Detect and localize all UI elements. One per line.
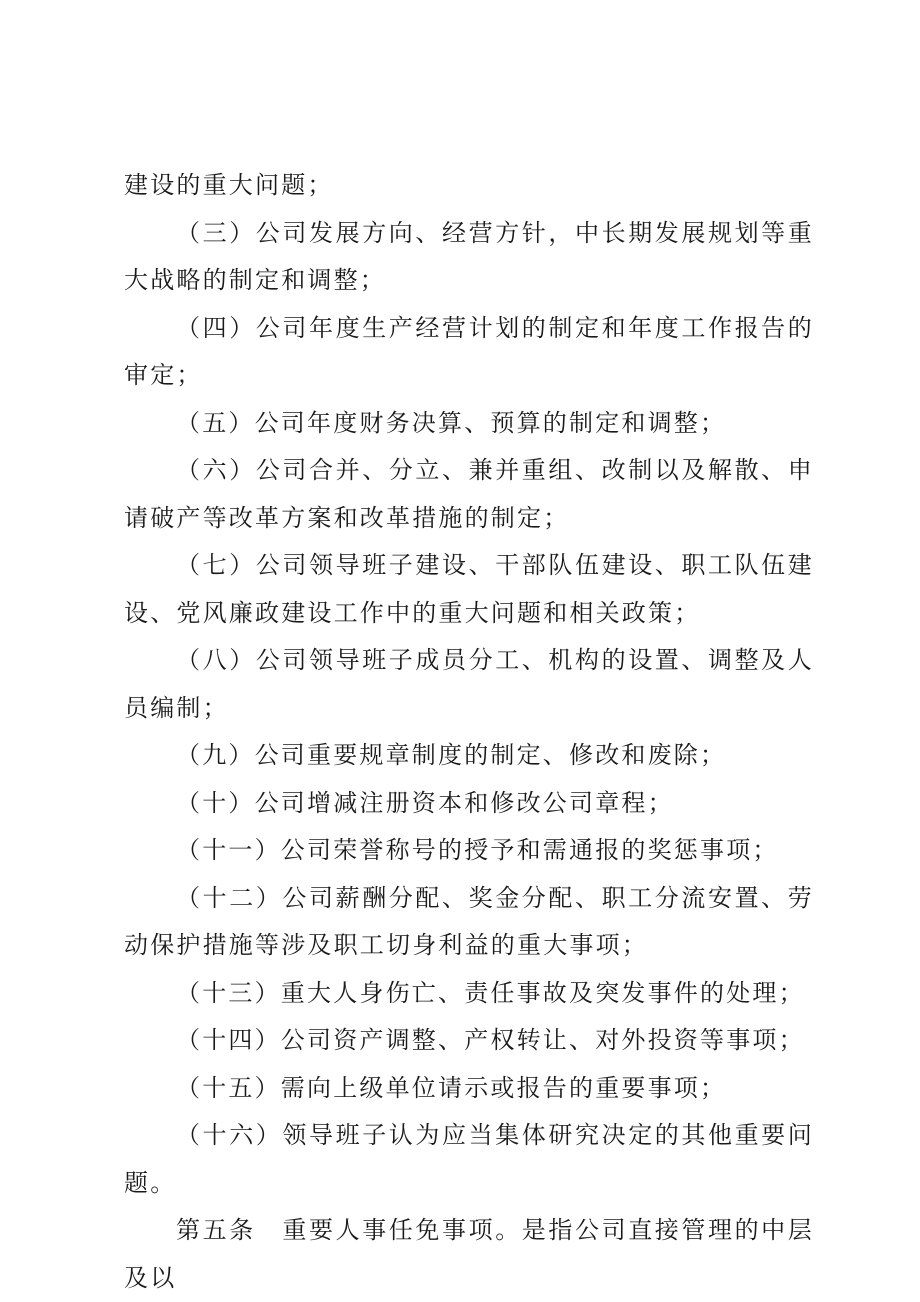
paragraph-item-10: （十）公司增减注册资本和修改公司章程； xyxy=(176,788,674,817)
paragraph-item-3: （三）公司发展方向、经营方针，中长期发展规划等重大战略的制定和调整； xyxy=(124,218,814,294)
paragraph-item-6: （六）公司合并、分立、兼并重组、改制以及解散、申请破产等改革方案和改革措施的制定； xyxy=(124,456,814,532)
paragraph-item-11: （十一）公司荣誉称号的授予和需通报的奖惩事项； xyxy=(176,836,779,864)
paragraph-item-13: （十三）重大人身伤亡、责任事故及突发事件的处理； xyxy=(176,978,805,1007)
paragraph-item-15: （十五）需向上级单位请示或报告的重要事项； xyxy=(176,1073,727,1102)
article-5-paragraph: 第五条 重要人事任免事项。是指公司直接管理的中层及以 xyxy=(124,1216,814,1292)
paragraph-1: 建设的重大问题； xyxy=(124,171,334,199)
paragraph-item-12: （十二）公司薪酬分配、奖金分配、职工分流安置、劳动保护措施等涉及职工切身利益的重大事项； xyxy=(124,883,814,959)
paragraph-item-14: （十四）公司资产调整、产权转让、对外投资等事项； xyxy=(176,1026,805,1054)
paragraph-item-4: （四）公司年度生产经营计划的制定和年度工作报告的审定； xyxy=(124,313,814,389)
paragraph-item-8: （八）公司领导班子成员分工、机构的设置、调整及人员编制； xyxy=(124,646,814,722)
paragraph-item-5: （五）公司年度财务决算、预算的制定和调整； xyxy=(176,408,727,437)
paragraph-item-7: （七）公司领导班子建设、干部队伍建设、职工队伍建设、党风廉政建设工作中的重大问题和相关政策； xyxy=(124,551,814,627)
document-body xyxy=(124,162,814,1302)
paragraph-item-9: （九）公司重要规章制度的制定、修改和废除； xyxy=(176,741,727,769)
paragraph-item-16: （十六）领导班子认为应当集体研究决定的其他重要问题。 xyxy=(124,1121,814,1197)
